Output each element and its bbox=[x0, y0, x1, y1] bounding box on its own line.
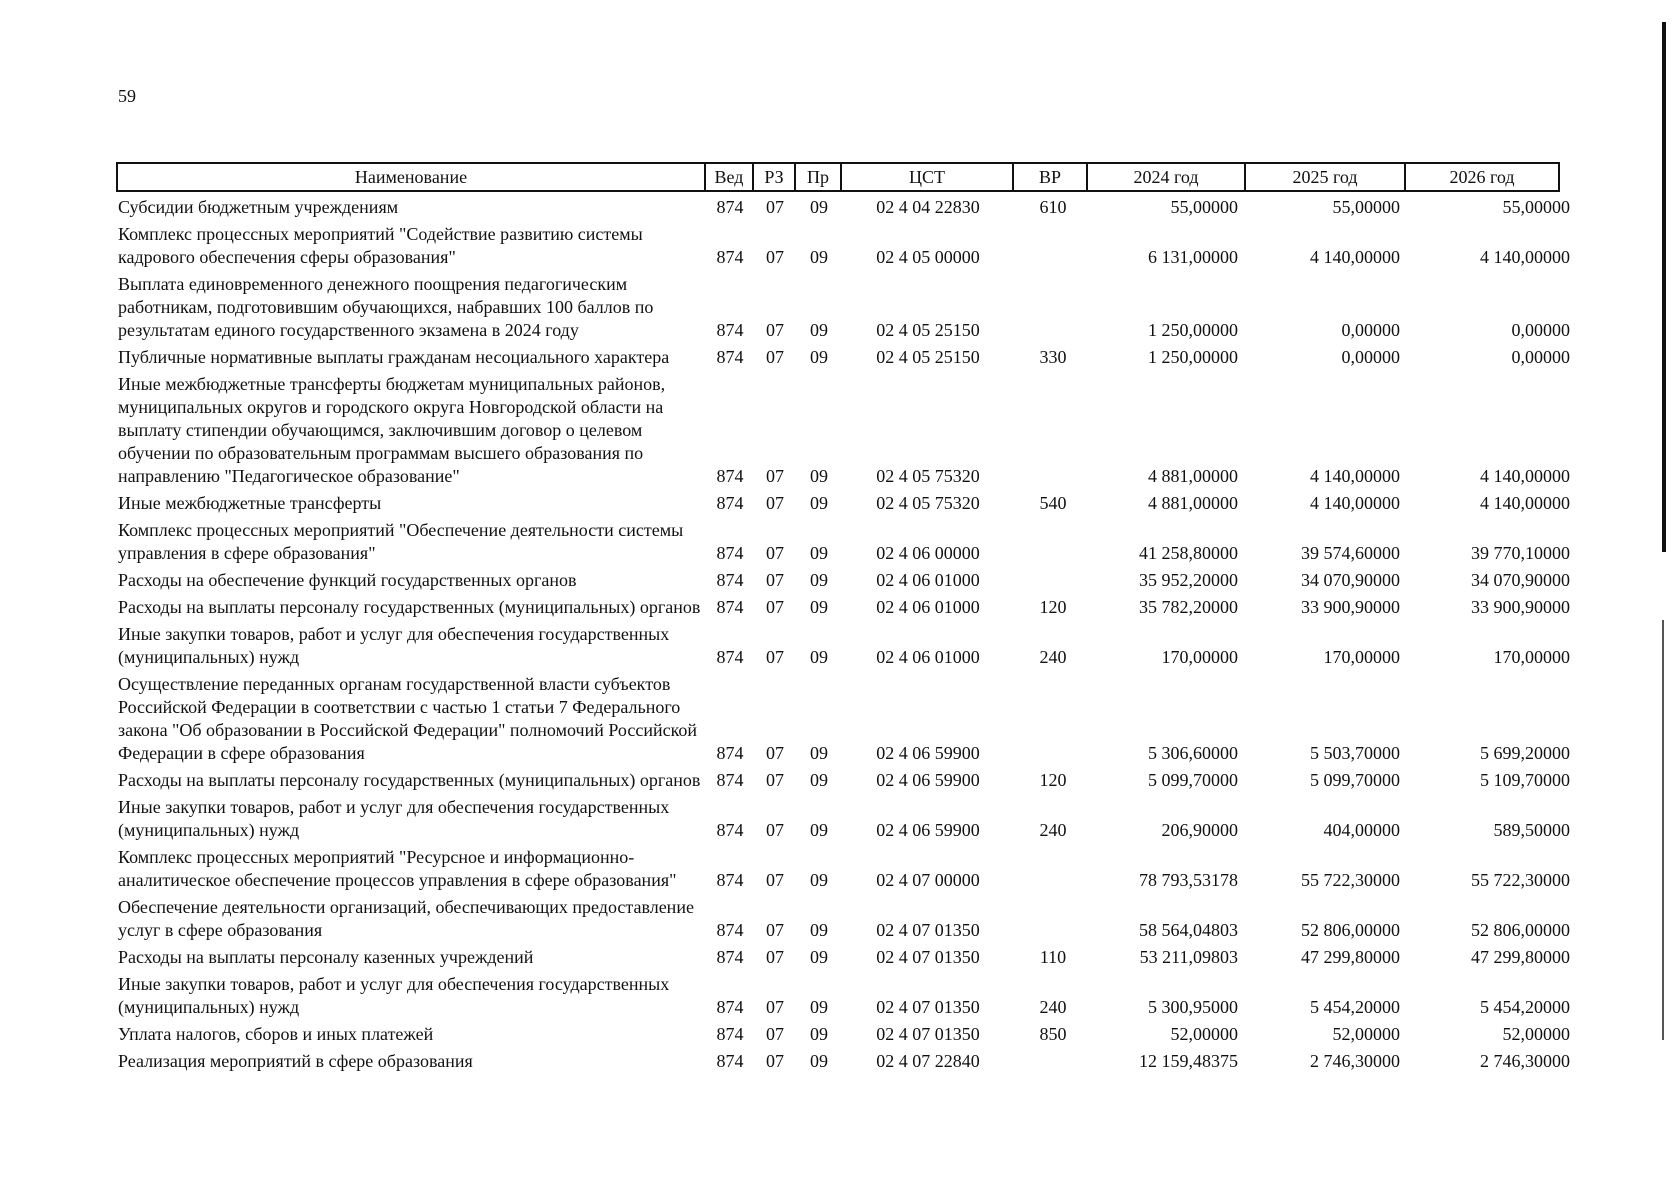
row-cst: 02 4 06 59900 bbox=[876, 820, 980, 840]
row-cst: 02 4 07 00000 bbox=[876, 870, 980, 890]
row-cst: 02 4 05 00000 bbox=[876, 247, 980, 267]
row-rz: 07 bbox=[766, 820, 784, 840]
row-value-2024: 206,90000 bbox=[1161, 820, 1238, 840]
row-value-2026: 2 746,30000 bbox=[1480, 1051, 1570, 1071]
row-pr: 09 bbox=[810, 870, 828, 890]
table-row bbox=[118, 519, 1568, 569]
table-row bbox=[118, 1023, 1568, 1050]
row-ved: 874 bbox=[716, 820, 744, 840]
table-row bbox=[118, 796, 1568, 846]
header-rz: РЗ bbox=[754, 164, 796, 190]
row-vr: 240 bbox=[1039, 997, 1067, 1017]
row-ved: 874 bbox=[716, 597, 744, 617]
row-rz: 07 bbox=[766, 947, 784, 967]
row-value-2025: 170,00000 bbox=[1323, 647, 1400, 667]
row-value-2025: 47 299,80000 bbox=[1301, 947, 1400, 967]
row-value-2024: 5 306,60000 bbox=[1148, 743, 1238, 763]
row-rz: 07 bbox=[766, 597, 784, 617]
row-value-2026: 55,00000 bbox=[1502, 197, 1570, 217]
row-pr: 09 bbox=[810, 597, 828, 617]
row-pr: 09 bbox=[810, 770, 828, 790]
row-value-2024: 12 159,48375 bbox=[1139, 1051, 1238, 1071]
row-value-2026: 0,00000 bbox=[1511, 347, 1570, 367]
table-row bbox=[118, 373, 1568, 492]
row-pr: 09 bbox=[810, 197, 828, 217]
row-value-2025: 0,00000 bbox=[1341, 320, 1400, 340]
row-rz: 07 bbox=[766, 743, 784, 763]
row-value-2025: 5 503,70000 bbox=[1310, 743, 1400, 763]
row-value-2026: 5 699,20000 bbox=[1480, 743, 1570, 763]
row-name: Комплекс процессных мероприятий "Ресурсное и информационно-аналитическое обеспечение процессов управления в сфере образования" bbox=[118, 847, 677, 890]
row-vr: 240 bbox=[1039, 647, 1067, 667]
row-pr: 09 bbox=[810, 1051, 828, 1071]
row-pr: 09 bbox=[810, 466, 828, 486]
table-row bbox=[118, 596, 1568, 623]
row-value-2026: 5 454,20000 bbox=[1480, 997, 1570, 1017]
row-cst: 02 4 07 01350 bbox=[876, 997, 980, 1017]
row-value-2024: 78 793,53178 bbox=[1139, 870, 1238, 890]
row-vr: 610 bbox=[1039, 197, 1067, 217]
row-pr: 09 bbox=[810, 493, 828, 513]
row-name: Расходы на обеспечение функций государственных органов bbox=[118, 570, 577, 590]
row-pr: 09 bbox=[810, 543, 828, 563]
row-name: Расходы на выплаты персоналу казенных учреждений bbox=[118, 947, 534, 967]
row-value-2024: 35 782,20000 bbox=[1139, 597, 1238, 617]
row-rz: 07 bbox=[766, 870, 784, 890]
row-ved: 874 bbox=[716, 647, 744, 667]
row-cst: 02 4 05 25150 bbox=[876, 347, 980, 367]
row-ved: 874 bbox=[716, 870, 744, 890]
table-row bbox=[118, 623, 1568, 673]
row-value-2025: 55,00000 bbox=[1332, 197, 1400, 217]
row-ved: 874 bbox=[716, 347, 744, 367]
row-ved: 874 bbox=[716, 570, 744, 590]
row-value-2026: 589,50000 bbox=[1493, 820, 1570, 840]
row-value-2026: 39 770,10000 bbox=[1471, 543, 1570, 563]
row-cst: 02 4 07 01350 bbox=[876, 947, 980, 967]
table-row bbox=[118, 346, 1568, 373]
row-cst: 02 4 05 75320 bbox=[876, 493, 980, 513]
row-cst: 02 4 05 75320 bbox=[876, 466, 980, 486]
row-value-2026: 4 140,00000 bbox=[1480, 466, 1570, 486]
table-row bbox=[118, 846, 1568, 896]
table-row bbox=[118, 569, 1568, 596]
row-value-2026: 52 806,00000 bbox=[1471, 920, 1570, 940]
row-cst: 02 4 06 59900 bbox=[876, 770, 980, 790]
row-value-2025: 39 574,60000 bbox=[1301, 543, 1400, 563]
header-pr: Пр bbox=[796, 164, 842, 190]
row-rz: 07 bbox=[766, 770, 784, 790]
row-value-2024: 4 881,00000 bbox=[1148, 493, 1238, 513]
row-value-2026: 34 070,90000 bbox=[1471, 570, 1570, 590]
row-cst: 02 4 06 01000 bbox=[876, 570, 980, 590]
row-value-2025: 55 722,30000 bbox=[1301, 870, 1400, 890]
header-2026: 2026 год bbox=[1449, 166, 1515, 187]
table-row bbox=[118, 973, 1568, 1023]
row-ved: 874 bbox=[716, 247, 744, 267]
row-name: Иные закупки товаров, работ и услуг для обеспечения государственных (муниципальных) нужд bbox=[118, 624, 670, 667]
row-cst: 02 4 04 22830 bbox=[876, 197, 980, 217]
row-value-2025: 4 140,00000 bbox=[1310, 247, 1400, 267]
header-2024: 2024 год bbox=[1088, 164, 1246, 190]
row-pr: 09 bbox=[810, 820, 828, 840]
row-rz: 07 bbox=[766, 1024, 784, 1044]
row-vr: 240 bbox=[1039, 820, 1067, 840]
row-value-2026: 33 900,90000 bbox=[1471, 597, 1570, 617]
scan-edge-mark bbox=[1662, 22, 1666, 552]
row-vr: 120 bbox=[1039, 597, 1067, 617]
row-cst: 02 4 06 01000 bbox=[876, 597, 980, 617]
row-rz: 07 bbox=[766, 247, 784, 267]
row-value-2025: 2 746,30000 bbox=[1310, 1051, 1400, 1071]
row-pr: 09 bbox=[810, 920, 828, 940]
row-value-2024: 1 250,00000 bbox=[1148, 347, 1238, 367]
row-pr: 09 bbox=[810, 320, 828, 340]
row-pr: 09 bbox=[810, 347, 828, 367]
row-cst: 02 4 06 01000 bbox=[876, 647, 980, 667]
row-value-2025: 5 454,20000 bbox=[1310, 997, 1400, 1017]
row-value-2024: 58 564,04803 bbox=[1139, 920, 1238, 940]
row-ved: 874 bbox=[716, 743, 744, 763]
row-rz: 07 bbox=[766, 347, 784, 367]
row-name: Расходы на выплаты персоналу государственных (муниципальных) органов bbox=[118, 597, 701, 617]
row-name: Иные межбюджетные трансферты bbox=[118, 493, 382, 513]
header-cst: ЦСТ bbox=[842, 164, 1014, 190]
table-row bbox=[118, 673, 1568, 769]
row-value-2025: 4 140,00000 bbox=[1310, 493, 1400, 513]
row-rz: 07 bbox=[766, 543, 784, 563]
row-value-2024: 55,00000 bbox=[1170, 197, 1238, 217]
table-body bbox=[118, 196, 1568, 1077]
row-ved: 874 bbox=[716, 997, 744, 1017]
row-name: Иные межбюджетные трансферты бюджетам муниципальных районов, муниципальных округов и городского округа Новгородской области на выплату стипендии обучающимся, заключившим договор о целевом обучении по образовательным программам высшего образования по направлению "Педагогическое образование" bbox=[118, 374, 666, 486]
row-value-2026: 55 722,30000 bbox=[1471, 870, 1570, 890]
table-row bbox=[118, 196, 1568, 223]
row-name: Комплекс процессных мероприятий "Обеспечение деятельности системы управления в сфере образования" bbox=[118, 520, 684, 563]
row-cst: 02 4 05 25150 bbox=[876, 320, 980, 340]
row-value-2026: 170,00000 bbox=[1493, 647, 1570, 667]
row-value-2026: 47 299,80000 bbox=[1471, 947, 1570, 967]
header-ved: Вед bbox=[706, 164, 754, 190]
row-value-2026: 52,00000 bbox=[1502, 1024, 1570, 1044]
row-cst: 02 4 07 01350 bbox=[876, 920, 980, 940]
row-name: Комплекс процессных мероприятий "Содействие развитию системы кадрового обеспечения сферы образования" bbox=[118, 224, 643, 267]
row-rz: 07 bbox=[766, 1051, 784, 1071]
row-name: Расходы на выплаты персоналу государственных (муниципальных) органов bbox=[118, 770, 701, 790]
row-cst: 02 4 07 22840 bbox=[876, 1051, 980, 1071]
row-ved: 874 bbox=[716, 493, 744, 513]
row-name: Публичные нормативные выплаты гражданам несоциального характера bbox=[118, 347, 670, 367]
row-value-2026: 4 140,00000 bbox=[1480, 247, 1570, 267]
row-value-2025: 34 070,90000 bbox=[1301, 570, 1400, 590]
row-pr: 09 bbox=[810, 647, 828, 667]
row-value-2024: 6 131,00000 bbox=[1148, 247, 1238, 267]
row-pr: 09 bbox=[810, 997, 828, 1017]
table-row bbox=[118, 1050, 1568, 1077]
row-rz: 07 bbox=[766, 197, 784, 217]
row-ved: 874 bbox=[716, 920, 744, 940]
row-rz: 07 bbox=[766, 997, 784, 1017]
row-name: Осуществление переданных органам государственной власти субъектов Российской Федерации в соответствии с частью 1 статьи 7 Федерального закона "Об образовании в Российской Федерации" полномочий Российской Федерации в сфере образования bbox=[118, 674, 698, 763]
row-cst: 02 4 07 01350 bbox=[876, 1024, 980, 1044]
row-ved: 874 bbox=[716, 770, 744, 790]
row-rz: 07 bbox=[766, 493, 784, 513]
row-ved: 874 bbox=[716, 1051, 744, 1071]
row-value-2025: 0,00000 bbox=[1341, 347, 1400, 367]
row-name: Выплата единовременного денежного поощрения педагогическим работникам, подготовившим обучающихся, набравших 100 баллов по результатам единого государственного экзамена в 2024 году bbox=[118, 274, 654, 340]
row-pr: 09 bbox=[810, 947, 828, 967]
row-value-2026: 4 140,00000 bbox=[1480, 493, 1570, 513]
table-row bbox=[118, 896, 1568, 946]
row-value-2026: 0,00000 bbox=[1511, 320, 1570, 340]
row-vr: 120 bbox=[1039, 770, 1067, 790]
row-value-2024: 5 099,70000 bbox=[1148, 770, 1238, 790]
row-name: Иные закупки товаров, работ и услуг для обеспечения государственных (муниципальных) нужд bbox=[118, 797, 670, 840]
row-value-2025: 404,00000 bbox=[1323, 820, 1400, 840]
table-row bbox=[118, 769, 1568, 796]
row-name: Обеспечение деятельности организаций, обеспечивающих предоставление услуг в сфере образования bbox=[118, 897, 694, 940]
row-ved: 874 bbox=[716, 197, 744, 217]
row-value-2025: 4 140,00000 bbox=[1310, 466, 1400, 486]
row-value-2026: 5 109,70000 bbox=[1480, 770, 1570, 790]
row-name: Уплата налогов, сборов и иных платежей bbox=[118, 1024, 434, 1044]
table-row bbox=[118, 946, 1568, 973]
row-pr: 09 bbox=[810, 743, 828, 763]
table-row bbox=[118, 492, 1568, 519]
row-vr: 540 bbox=[1039, 493, 1067, 513]
row-value-2024: 170,00000 bbox=[1161, 647, 1238, 667]
row-ved: 874 bbox=[716, 543, 744, 563]
row-cst: 02 4 06 59900 bbox=[876, 743, 980, 763]
row-value-2024: 41 258,80000 bbox=[1139, 543, 1238, 563]
table-row bbox=[118, 273, 1568, 346]
row-rz: 07 bbox=[766, 920, 784, 940]
table-row bbox=[118, 223, 1568, 273]
row-ved: 874 bbox=[716, 1024, 744, 1044]
header-name: Наименование bbox=[118, 164, 706, 190]
row-rz: 07 bbox=[766, 647, 784, 667]
page-number: 59 bbox=[118, 86, 136, 106]
row-value-2025: 33 900,90000 bbox=[1301, 597, 1400, 617]
row-value-2024: 53 211,09803 bbox=[1139, 947, 1238, 967]
row-name: Реализация мероприятий в сфере образования bbox=[118, 1051, 473, 1071]
row-vr: 110 bbox=[1039, 947, 1067, 967]
row-vr: 850 bbox=[1039, 1024, 1067, 1044]
row-pr: 09 bbox=[810, 570, 828, 590]
row-name: Иные закупки товаров, работ и услуг для обеспечения государственных (муниципальных) нужд bbox=[118, 974, 670, 1017]
row-value-2024: 35 952,20000 bbox=[1139, 570, 1238, 590]
table-header bbox=[116, 162, 1560, 192]
row-vr: 330 bbox=[1039, 347, 1067, 367]
header-vr: ВР bbox=[1014, 164, 1088, 190]
row-value-2024: 1 250,00000 bbox=[1148, 320, 1238, 340]
row-value-2025: 52,00000 bbox=[1332, 1024, 1400, 1044]
row-ved: 874 bbox=[716, 947, 744, 967]
scan-edge-mark-lower bbox=[1662, 620, 1664, 1040]
row-ved: 874 bbox=[716, 466, 744, 486]
header-2025: 2025 год bbox=[1246, 164, 1406, 190]
row-value-2025: 5 099,70000 bbox=[1310, 770, 1400, 790]
row-cst: 02 4 06 00000 bbox=[876, 543, 980, 563]
row-pr: 09 bbox=[810, 247, 828, 267]
row-value-2025: 52 806,00000 bbox=[1301, 920, 1400, 940]
row-pr: 09 bbox=[810, 1024, 828, 1044]
row-name: Субсидии бюджетным учреждениям bbox=[118, 197, 399, 217]
row-rz: 07 bbox=[766, 570, 784, 590]
row-ved: 874 bbox=[716, 320, 744, 340]
row-value-2024: 52,00000 bbox=[1170, 1024, 1238, 1044]
row-rz: 07 bbox=[766, 466, 784, 486]
row-rz: 07 bbox=[766, 320, 784, 340]
row-value-2024: 4 881,00000 bbox=[1148, 466, 1238, 486]
row-value-2024: 5 300,95000 bbox=[1148, 997, 1238, 1017]
